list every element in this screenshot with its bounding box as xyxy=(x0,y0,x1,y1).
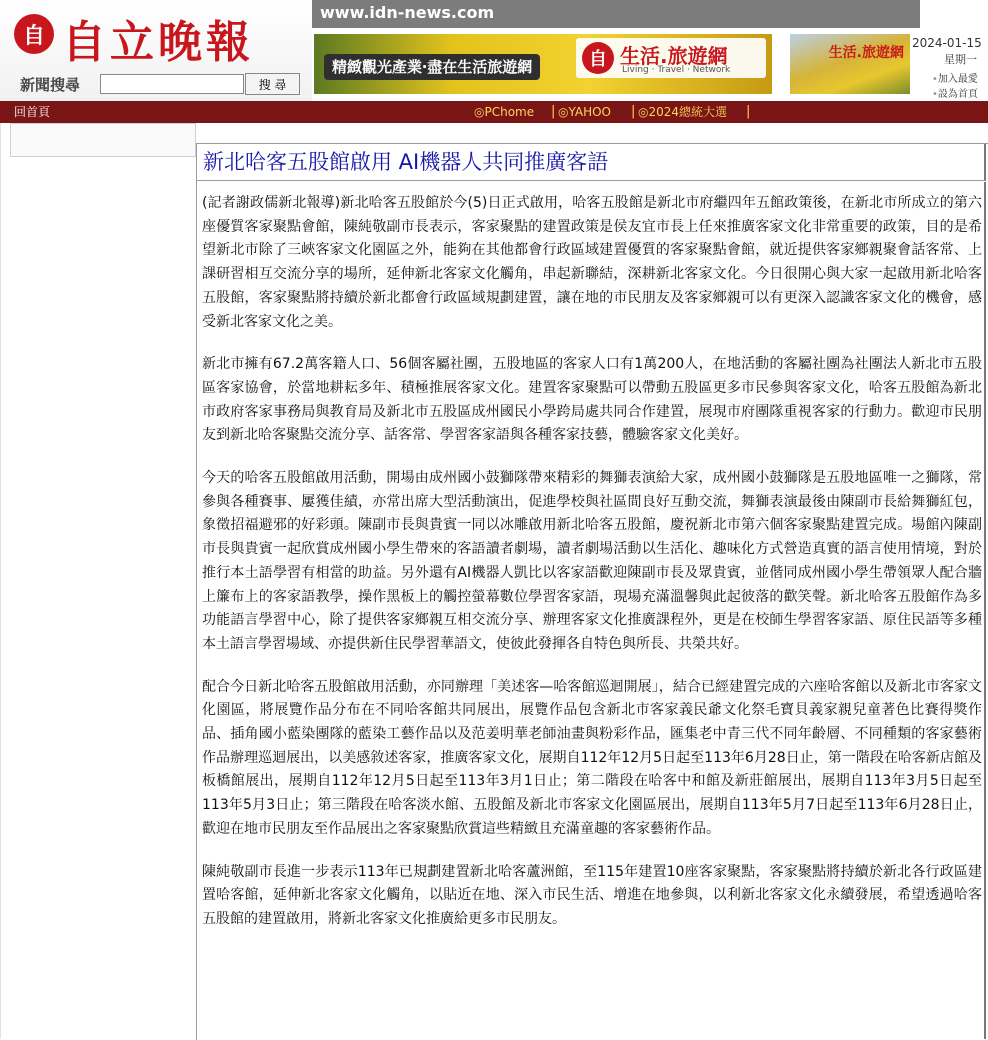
search-label: 新聞搜尋 xyxy=(20,76,81,94)
left-sidebar-box xyxy=(10,123,196,157)
small-banner-brand: 生活.旅遊網 xyxy=(828,45,904,61)
logo-mark-icon: 自 xyxy=(14,14,54,54)
article-paragraph: 今天的哈客五股館啟用活動，開場由成州國小鼓獅隊帶來精彩的舞獅表演給大家，成州國小鼓獅隊是五股地區唯一之獅隊，常參與各種賽事、屢獲佳績，亦常出席大型活動演出，促進學校與社區間良好互動交流，舞獅表演最後由陳副市長給舞獅紅包，象徵招福避邪的好彩頭。陳副市長與貴賓一同以冰雕啟用新北哈客五股館，慶祝新北市第六個客家聚點建置完成。場館內陳副市長與貴賓一起欣賞成州國小學生帶來的客語讀者劇場，讀者劇場活動以生活化、趣味化方式營造真實的語言使用情境，對於推行本土語學習有相當的助益。另外還有AI機器人凱比以客家語歡迎陳副市長及眾貴賓，並偕同成州國小學生帶領眾人配合牆上簾布上的客家語教學，操作黑板上的觸控螢幕數位學習客家語，現場充滿溫馨與此起彼落的歡笑聲。新北哈客五股館作為多功能語言學習中心，除了提供客家鄉親互相交流分享、辦理客家文化推廣課程外，更是在校師生學習客家語、原住民語等多種本土語言學習場域、亦提供新住民學習華語文，使彼此發揮各自特色與所長、共榮共好。 xyxy=(202,470,982,652)
left-divider xyxy=(0,123,1,1039)
current-weekday: 星期一 xyxy=(944,53,977,66)
travel-network-banner[interactable] xyxy=(314,34,772,94)
article-paragraph: 配合今日新北哈客五股館啟用活動，亦同辦理「美述客—哈客館巡迴開展」，結合已經建置完成的六座哈客館以及新北市客家文化園區，將展覽作品分布在不同哈客館共同展出，展覽作品包含新北市客家義民爺文化祭毛寶貝義家親兒童著色比賽得獎作品、插角國小藍染團隊的藍染工藝作品以及范姜明華老師油畫與粉彩作品，匯集老中青三代不同年齡層、不同種類的客家藝術作品辦理巡迴展出，以美感敘述客家，推廣客家文化，展期自112年12月5日起至113年6月28日止，第一階段在哈客新店館及板橋館展出，展期自112年12月5日起至113年3月1日止；第二階段在哈客中和館及新莊館展出，展期自113年3月5日起至113年5月3日止；第三階段在哈客淡水館、五股館及新北市客家文化園區展出，展期自113年5月7日起至113年6月28日止，歡迎在地市民朋友至作品展出之客家聚點欣賞這些精緻且充滿童趣的客家藝術作品。 xyxy=(202,678,982,837)
nav-bar xyxy=(0,101,988,123)
article-title: 新北哈客五股館啟用 AI機器人共同推廣客語 xyxy=(197,144,986,181)
banner-brand-subtitle: Living · Travel · Network xyxy=(622,65,731,75)
banner-brand-name: 生活.旅遊網 xyxy=(620,44,728,68)
article-body xyxy=(197,182,986,1039)
nav-link-election[interactable]: ◎2024總統大選 xyxy=(638,105,728,119)
logo-area xyxy=(0,0,312,101)
nav-separator: | xyxy=(631,104,636,119)
article-paragraph: 陳純敬副市長進一步表示113年已規劃建置新北哈客蘆洲館，至115年建置10座客家聚點，客家聚點將持續於新北各行政區建置哈客館，延伸新北客家文化觸角，以貼近在地、深入市民生活、增進在地參與，以利新北客家文化永續發展，希望透過哈客五股館的建置啟用，將新北客家文化推廣給更多市民朋友。 xyxy=(202,863,982,927)
banner-slogan: 精緻觀光產業‧盡在生活旅遊網 xyxy=(324,54,540,80)
nav-separator: | xyxy=(746,104,751,119)
article xyxy=(196,143,988,1040)
nav-separator: | xyxy=(551,104,556,119)
site-header xyxy=(0,0,988,101)
banner-brand-box xyxy=(576,38,766,78)
search-button[interactable]: 搜 尋 xyxy=(245,73,300,95)
set-homepage-link[interactable]: • 設為首頁 xyxy=(932,85,978,100)
site-url: www.idn-news.com xyxy=(312,0,920,28)
nav-home-link[interactable]: 回首頁 xyxy=(14,105,51,119)
nav-link-yahoo[interactable]: ◎YAHOO xyxy=(558,105,611,119)
article-paragraph: 新北市擁有67.2萬客籍人口、56個客屬社團，五股地區的客家人口有1萬200人，在地活動的客屬社團為社團法人新北市五股區客家協會，於當地耕耘多年、積極推展客家文化。建置客家聚點可以帶動五股區更多市民參與客家文化，哈客五股館為新北市政府客家事務局與教育局及新北市五股區成州國民小學跨局處共同合作建置，展現市府團隊重視客家的行動力。歡迎市民朋友到新北哈客聚點交流分享、話客常、學習客家語與各種客家技藝，體驗客家文化美好。 xyxy=(202,356,982,444)
nav-link-pchome[interactable]: ◎PChome xyxy=(474,105,535,119)
add-favorite-link[interactable]: • 加入最愛 xyxy=(932,70,978,85)
travel-network-small-banner[interactable] xyxy=(790,34,910,94)
site-logo-title[interactable]: 自立晚報 xyxy=(62,17,254,68)
search-input[interactable] xyxy=(100,74,244,94)
article-paragraph: (記者謝政儒新北報導)新北哈客五股館於今(5)日正式啟用，哈客五股館是新北市府繼四年五館政策後，在新北市所成立的第六座優質客家聚點會館，陳純敬副市長表示，客家聚點的建置政策是侯友宜市長上任來推廣客家文化非常重要的政策，目的是希望新北市除了三峽客家文化園區之外，能夠在其他都會行政區域建置優質的客家聚點會館，就近提供客家鄉親聚會話客常、上課研習相互交流分享的場所，延伸新北客家文化觸角，串起新聯結，深耕新北客家文化。今日很開心與大家一起啟用新北哈客五股館，客家聚點將持續於新北都會行政區域規劃建置，讓在地的市民朋友及客家鄉親可以有更深入認識客家文化的機會，感受新北客家文化之美。 xyxy=(202,195,982,330)
current-date: 2024-01-15 xyxy=(912,36,982,50)
banner-logo-icon: 自 xyxy=(582,42,614,74)
